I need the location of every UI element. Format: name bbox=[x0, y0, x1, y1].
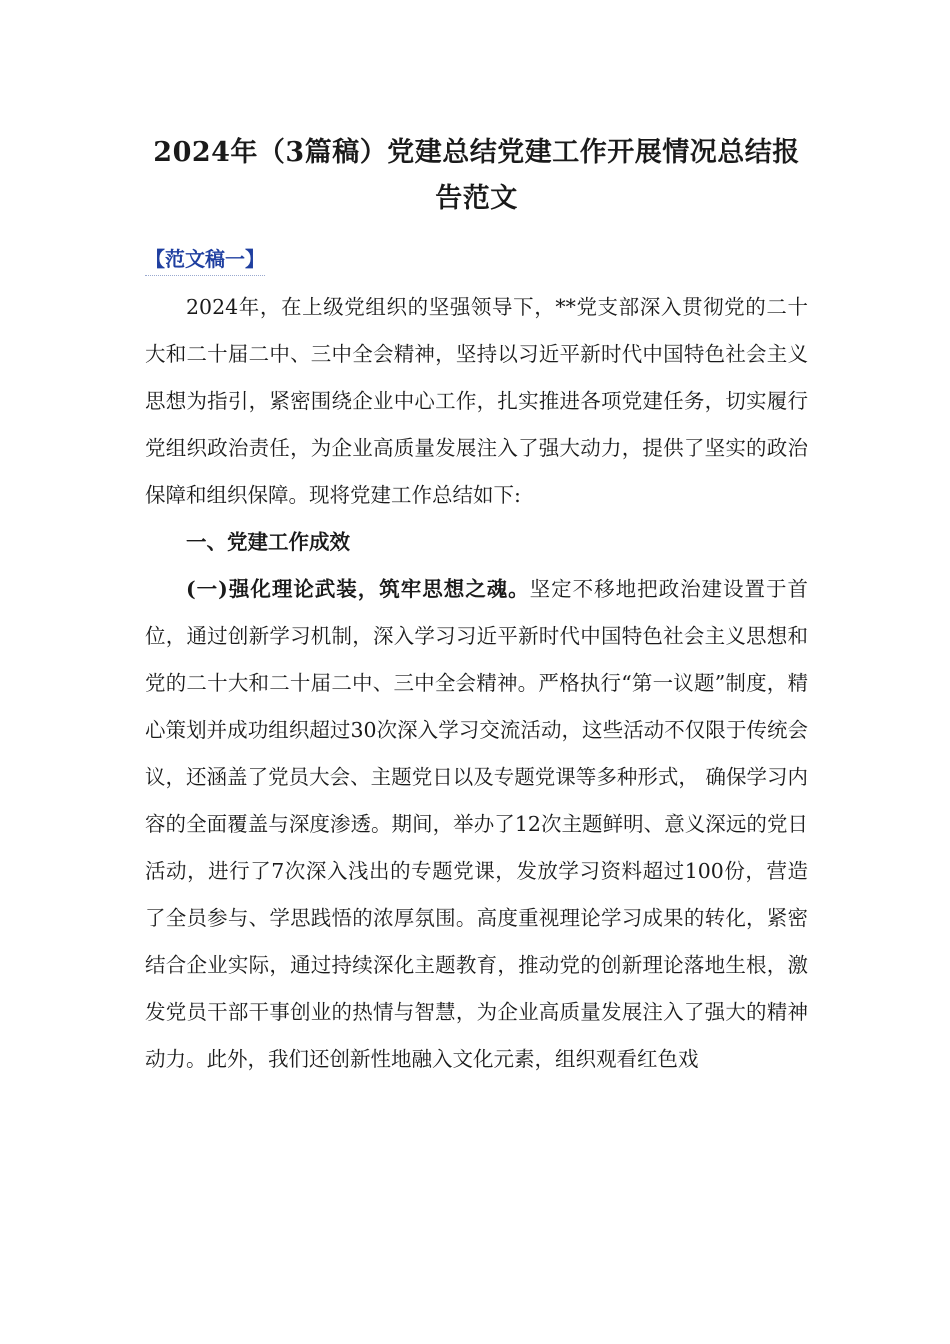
intro-paragraph: 2024年，在上级党组织的坚强领导下，**党支部深入贯彻党的二十大和二十届二中、三中全会精神，坚持以习近平新时代中国特色社会主义思想为指引，紧密围绕企业中心工作，扎实推进各项党建任务，切实履行党组织政治责任，为企业高质量发展注入了强大动力，提供了坚实的政治保障和组织保障。现将党建工作总结如下: bbox=[145, 295, 808, 507]
section-heading: 一、党建工作成效 bbox=[186, 530, 350, 554]
section-label: 【范文稿一】 bbox=[145, 244, 265, 276]
item-1-lead: (一)强化理论武装，筑牢思想之魂。 bbox=[186, 577, 530, 601]
item-1-paragraph bbox=[145, 566, 808, 1083]
document-title: 2024年（3篇稿）党建总结党建工作开展情况总结报告范文 bbox=[153, 137, 800, 214]
item-1-body: 坚定不移地把政治建设置于首位，通过创新学习机制，深入学习习近平新时代中国特色社会主义思想和党的二十大和二十届二中、三中全会精神。严格执行“第一议题”制度，精心策划并成功组织超过30次深入学习交流活动，这些活动不仅限于传统会议，还涵盖了党员大会、主题党日以及专题党课等多种形式， 确保学习内容的全面覆盖与深度渗透。期间，举办了12次主题鲜明、意义深远的党日活动，进行了7次深入浅出的专题党课，发放学习资料超过100份，营造了全员参与、学思践悟的浓厚氛围。高度重视理论学习成果的转化，紧密结合企业实际，通过持续深化主题教育，推动党的创新理论落地生根，激发党员干部干事创业的热情与智慧，为企业高质量发展注入了强大的精神动力。此外，我们还创新性地融入文化元素，组织观看红色戏 bbox=[145, 577, 809, 1071]
